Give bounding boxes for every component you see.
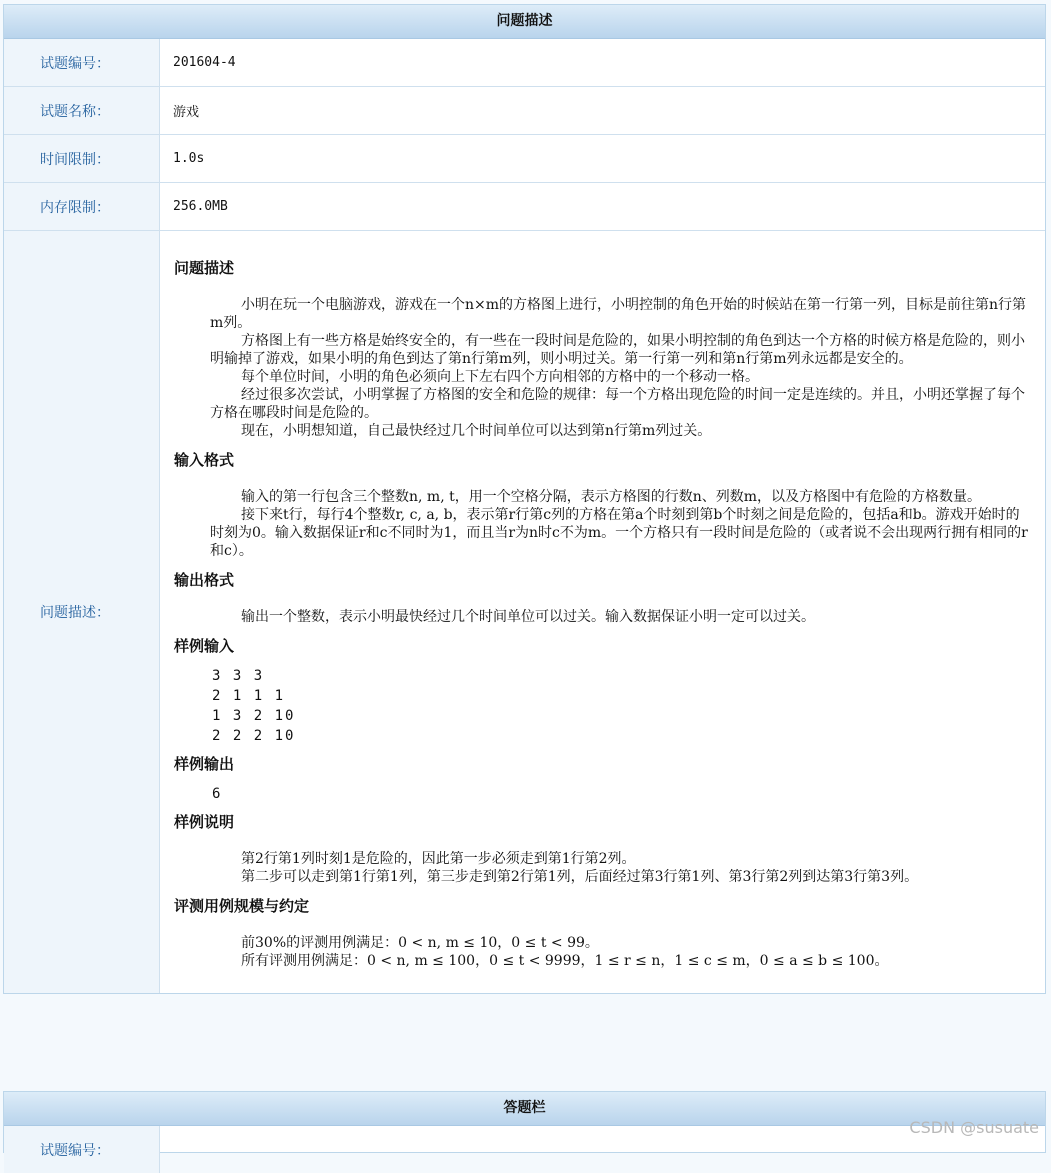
problem-id-value: 201604-4 xyxy=(173,55,236,70)
paragraph: 第二步可以走到第1行第1列，第三步走到第2行第1列，后面经过第3行第1列、第3行第2列到达第3行第3列。 xyxy=(241,869,919,885)
time-limit-label: 时间限制： xyxy=(4,135,160,183)
paragraph: 输出一个整数，表示小明最快经过几个时间单位可以过关。输入数据保证小明一定可以过关。 xyxy=(241,609,815,625)
section-title-sample-input: 样例输入 xyxy=(174,637,235,655)
paragraph: 接下来t行，每行4个整数r, c, a, b，表示第r行第c列的方格在第a个时刻到第b个时刻之间是危险的，包括a和b。游戏开始时的时刻为0。输入数据保证r和c不同时为1，而且当r为n时c不为m。一个方格只有一段时间是危险的（或者说不会出现两行拥有相同的r和c）。 xyxy=(210,507,1028,559)
section-title-input: 输入格式 xyxy=(174,451,235,469)
input-format-body xyxy=(210,488,1030,560)
problem-name-label: 试题名称： xyxy=(4,87,160,135)
problem-panel xyxy=(3,4,1046,994)
section-title-scale: 评测用例规模与约定 xyxy=(174,897,310,915)
sample-input-code: 3 3 3 2 1 1 1 1 3 2 10 2 2 2 10 xyxy=(212,668,296,744)
description-label: 问题描述： xyxy=(4,231,160,994)
problem-name-value: 游戏 xyxy=(160,87,1046,135)
paragraph: 所有评测用例满足：0 < n, m ≤ 100，0 ≤ t < 9999，1 ≤ r ≤ n，1 ≤ c ≤ m，0 ≤ a ≤ b ≤ 100。 xyxy=(241,953,889,969)
output-format-body xyxy=(210,608,1030,626)
section-title-sample-output: 样例输出 xyxy=(174,755,235,773)
memory-limit-label: 内存限制： xyxy=(4,183,160,231)
answer-problem-id-label: 试题编号： xyxy=(4,1126,160,1173)
paragraph: 每个单位时间，小明的角色必须向上下左右四个方向相邻的方格中的一个移动一格。 xyxy=(241,369,759,385)
description-body xyxy=(210,296,1030,440)
table-row xyxy=(4,183,1045,231)
section-title-output: 输出格式 xyxy=(174,571,235,589)
explanation-body xyxy=(210,850,1030,886)
table-row xyxy=(4,231,1045,994)
table-row xyxy=(4,135,1045,183)
scale-body xyxy=(210,934,1030,970)
section-title-description: 问题描述 xyxy=(174,259,235,277)
time-limit-value: 1.0s xyxy=(160,135,1046,183)
description-content xyxy=(160,231,1046,994)
paragraph: 方格图上有一些方格是始终安全的，有一些在一段时间是危险的，如果小明控制的角色到达一个方格的时候方格是危险的，则小明输掉了游戏，如果小明的角色到达了第n行第m列，则小明过关。第一行第一列和第n行第m列永远都是安全的。 xyxy=(210,333,1025,367)
paragraph: 现在，小明想知道，自己最快经过几个时间单位可以达到第n行第m列过关。 xyxy=(241,423,712,439)
paragraph: 经过很多次尝试，小明掌握了方格图的安全和危险的规律：每一个方格出现危险的时间一定是连续的。并且，小明还掌握了每个方格在哪段时间是危险的。 xyxy=(210,387,1025,421)
table-row xyxy=(4,1126,1045,1173)
memory-limit-value: 256.0MB xyxy=(160,183,1046,231)
paragraph: 前30%的评测用例满足：0 < n, m ≤ 10，0 ≤ t < 99。 xyxy=(241,935,599,951)
problem-info-table xyxy=(4,39,1045,993)
sample-output-code: 6 xyxy=(212,786,223,802)
answer-panel xyxy=(3,1091,1046,1159)
table-row xyxy=(4,87,1045,135)
paragraph: 输入的第一行包含三个整数n, m, t，用一个空格分隔，表示方格图的行数n、列数m，以及方格图中有危险的方格数量。 xyxy=(241,489,982,505)
paragraph: 小明在玩一个电脑游戏，游戏在一个n×m的方格图上进行，小明控制的角色开始的时候站在第一行第一列，目标是前往第n行第m列。 xyxy=(210,297,1027,331)
answer-panel-header: 答题栏 xyxy=(4,1092,1045,1126)
watermark: CSDN @susuate xyxy=(909,1118,1039,1137)
problem-id-label: 试题编号： xyxy=(4,39,160,87)
paragraph: 第2行第1列时刻1是危险的，因此第一步必须走到第1行第2列。 xyxy=(241,851,636,867)
problem-panel-header: 问题描述 xyxy=(4,5,1045,39)
answer-table xyxy=(4,1126,1045,1173)
table-row xyxy=(4,39,1045,87)
section-title-explanation: 样例说明 xyxy=(174,813,235,831)
